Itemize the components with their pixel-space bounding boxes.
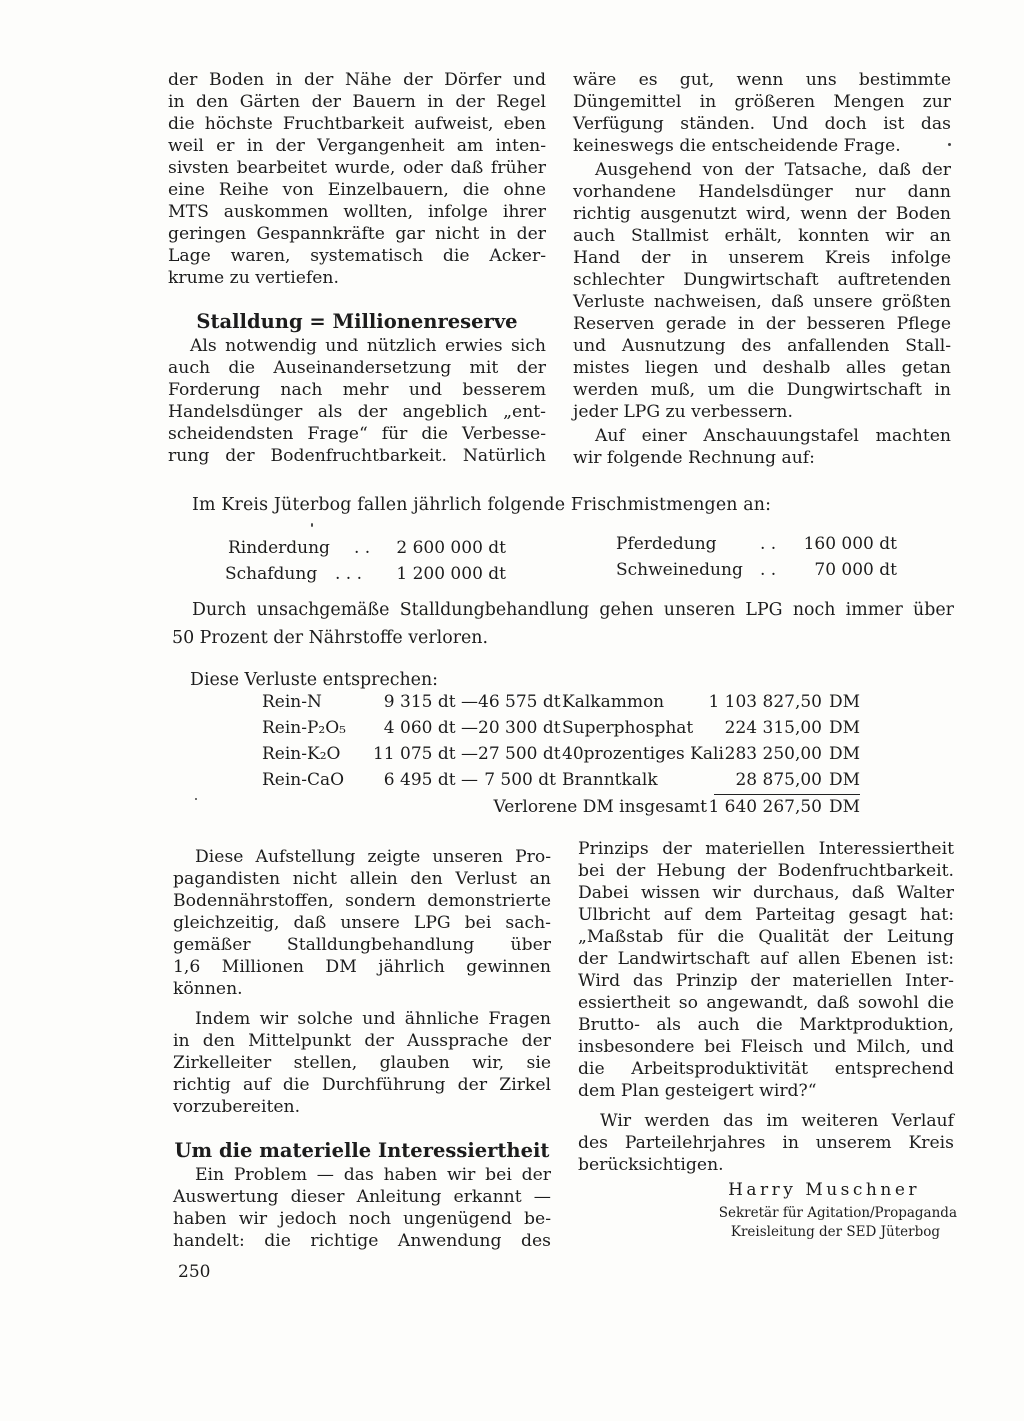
scan-speck <box>195 798 197 800</box>
text-line: Auswertung dieser Anleitung erkannt — <box>173 1187 551 1207</box>
text-line: „Maßstab für die Qualität der Leitung <box>578 927 954 947</box>
text-line: wir folgende Rechnung auf: <box>573 448 815 468</box>
scan-speck <box>311 523 313 527</box>
manure-dots: . . . <box>335 564 363 584</box>
range-to-cell: 27 500 dt <box>478 744 561 764</box>
currency-cell: DM <box>829 770 861 790</box>
text-line: Verluste nachweisen, daß unsere größten <box>573 292 951 312</box>
text-line: der Boden in der Nähe der Dörfer und <box>168 70 546 90</box>
text-line: Ein Problem — das haben wir bei der <box>195 1165 551 1185</box>
currency-cell: DM <box>829 692 861 712</box>
text-line: handelt: die richtige Anwendung des <box>173 1231 551 1251</box>
text-line: in den Mittelpunkt der Aussprache der <box>173 1031 551 1051</box>
paragraph <box>173 1008 551 1118</box>
manure-amount: 1 200 000 dt <box>396 564 506 584</box>
text-line: vorhandene Handelsdünger nur dann <box>573 182 951 202</box>
losses-intro: Diese Verluste entsprechen: <box>190 670 439 690</box>
range-from-cell: 11 075 dt — <box>372 744 478 764</box>
product-cell: 40prozentiges Kali <box>562 744 724 764</box>
paragraph <box>578 838 954 1102</box>
text-line: Wird das Prinzip der materiellen Inter- <box>578 971 954 991</box>
nutrient-cell: Rein-P₂O₅ <box>262 718 346 738</box>
text-line: Verfügung ständen. Und doch ist das <box>573 114 951 134</box>
author-organization: Kreisleitung der SED Jüterbog <box>730 1224 940 1240</box>
range-to-cell: 7 500 dt <box>484 770 556 790</box>
paragraph <box>173 1164 551 1252</box>
author-name: Harry Muschner <box>728 1180 920 1200</box>
value-cell: 1 103 827,50 <box>708 692 822 712</box>
paragraph <box>168 335 546 467</box>
text-line: berücksichtigen. <box>578 1155 724 1175</box>
manure-amount: 160 000 dt <box>803 534 897 554</box>
text-line: sivsten bearbeitet wurde, oder daß früher <box>168 158 546 178</box>
text-line: weil er in der Vergangenheit am inten- <box>168 136 546 156</box>
manure-label: Pferdedung <box>616 534 717 554</box>
value-cell: 283 250,00 <box>724 744 822 764</box>
text-line: jeder LPG zu verbessern. <box>573 402 793 422</box>
text-line: 1,6 Millionen DM jährlich gewinnen <box>173 957 551 977</box>
text-line: essiertheit so angewandt, daß sowohl die <box>578 993 954 1013</box>
text-line: Forderung nach mehr und besserem <box>168 380 546 400</box>
paragraph <box>573 159 951 423</box>
text-line: haben wir jedoch noch ungenügend be- <box>173 1209 551 1229</box>
text-line: insbesondere bei Fleisch und Milch, und <box>578 1037 954 1057</box>
text-line: Düngemittel in größeren Mengen zur <box>573 92 951 112</box>
range-from-cell: 6 495 dt — <box>383 770 478 790</box>
text-line: Lage waren, systematisch die Acker- <box>168 246 546 266</box>
page-number: 250 <box>178 1262 211 1282</box>
text-line: MTS auskommen wollten, infolge ihrer <box>168 202 546 222</box>
text-line: Als notwendig und nützlich erwies sich <box>190 336 546 356</box>
paragraph <box>173 846 551 1000</box>
nutrient-cell: Rein-CaO <box>262 770 345 790</box>
text-line: krume zu vertiefen. <box>168 268 339 288</box>
column-upper-left <box>168 69 546 467</box>
nutrient-cell: Rein-K₂O <box>262 744 341 764</box>
total-label: Verlorene DM insgesamt <box>493 797 707 817</box>
value-cell: 28 875,00 <box>735 770 822 790</box>
scan-speck <box>948 143 951 146</box>
manure-label: Schweinedung <box>616 560 743 580</box>
text-line: auch Stallmist erhält, konnten wir an <box>573 226 951 246</box>
paragraph <box>168 69 546 289</box>
text-line: in den Gärten der Bauern in der Regel <box>168 92 546 112</box>
product-cell: Kalkammon <box>562 692 665 712</box>
manure-dots: . . <box>354 538 371 558</box>
text-line: und Ausnutzung des anfallenden Stall- <box>573 336 951 356</box>
text-line: die höchste Fruchtbarkeit aufweist, eben <box>168 114 546 134</box>
paragraph <box>573 425 951 469</box>
manure-amount: 70 000 dt <box>814 560 897 580</box>
text-line: auch die Auseinandersetzung mit der <box>168 358 546 378</box>
text-line: Prinzips der materiellen Interessiertheit <box>578 839 954 859</box>
paragraph <box>578 1110 954 1176</box>
text-line: Diese Aufstellung zeigte unseren Pro- <box>195 847 551 867</box>
manure-dots: . . <box>760 534 777 554</box>
text-line: können. <box>173 979 243 999</box>
manure-dots: . . <box>760 560 777 580</box>
text-line: Indem wir solche und ähnliche Fragen <box>195 1009 551 1029</box>
text-line: dem Plan gesteigert wird?“ <box>578 1081 817 1101</box>
text-line: wäre es gut, wenn uns bestimmte <box>573 70 951 90</box>
text-line: Brutto- als auch die Marktproduktion, <box>578 1015 954 1035</box>
range-from-cell: 9 315 dt — <box>383 692 478 712</box>
range-to-cell: 46 575 dt <box>478 692 561 712</box>
text-line: geringen Gespannkräfte gar nicht in der <box>168 224 546 244</box>
column-upper-right <box>573 69 951 469</box>
section-heading: Um die materielle Interessiertheit <box>174 1139 550 1162</box>
text-line: schlechter Dungwirtschaft auftretenden <box>573 270 951 290</box>
text-line: gleichzeitig, daß unsere LPG bei sach- <box>173 913 551 933</box>
text-line: rung der Bodenfruchtbarkeit. Natürlich <box>168 446 546 466</box>
paragraph <box>573 69 951 157</box>
text-line: Hand der in unserem Kreis infolge <box>573 248 951 268</box>
text-line: Ausgehend von der Tatsache, daß der <box>595 160 951 180</box>
text-line: Zirkelleiter stellen, glauben wir, sie <box>173 1053 551 1073</box>
column-lower-left <box>173 846 551 1252</box>
section-heading: Stalldung = Millionenreserve <box>196 310 518 333</box>
manure-label: Schafdung <box>225 564 318 584</box>
manure-amount: 2 600 000 dt <box>396 538 506 558</box>
manure-label: Rinderdung <box>228 538 330 558</box>
text-line: des Parteilehrjahres in unserem Kreis <box>578 1133 954 1153</box>
text-line: Bodennährstoffen, sondern demonstrierte <box>173 891 551 911</box>
text-line: Wir werden das im weiteren Verlauf <box>600 1111 954 1131</box>
text-line: die Arbeitsproduktivität entsprechend <box>578 1059 954 1079</box>
text-line: scheidendsten Frage“ für die Verbesse- <box>168 424 546 444</box>
manure-intro: Im Kreis Jüterbog fallen jährlich folgende Frischmistmengen an: <box>192 495 772 515</box>
text-line: Ulbricht auf dem Parteitag gesagt hat: <box>578 905 954 925</box>
text-line: Auf einer Anschauungstafel machten <box>595 426 951 446</box>
text-line: bei der Hebung der Bodenfruchtbarkeit. <box>578 861 954 881</box>
nutrient-cell: Rein-N <box>262 692 322 712</box>
text-line: der Landwirtschaft auf allen Ebenen ist: <box>578 949 954 969</box>
text-line: Reserven gerade in der besseren Pflege <box>573 314 951 334</box>
range-from-cell: 4 060 dt — <box>383 718 478 738</box>
currency-cell: DM <box>829 744 861 764</box>
text-line: keineswegs die entscheidende Frage. <box>573 136 901 156</box>
text-line: gemäßer Stalldungbehandlung über <box>173 935 551 955</box>
loss-statement-line: 50 Prozent der Nährstoffe verloren. <box>172 628 489 648</box>
text-line: pagandisten nicht allein den Verlust an <box>173 869 551 889</box>
sum-rule <box>714 794 860 795</box>
total-currency: DM <box>829 797 861 817</box>
text-line: Handelsdünger als der angeblich „ent- <box>168 402 546 422</box>
text-line: Dabei wissen wir durchaus, daß Walter <box>578 883 954 903</box>
value-cell: 224 315,00 <box>724 718 822 738</box>
author-role: Sekretär für Agitation/Propaganda <box>718 1205 957 1221</box>
text-line: richtig ausgenutzt wird, wenn der Boden <box>573 204 951 224</box>
product-cell: Branntkalk <box>562 770 658 790</box>
product-cell: Superphosphat <box>562 718 694 738</box>
text-line: richtig auf die Durchführung der Zirkel <box>173 1075 551 1095</box>
loss-statement-line: Durch unsachgemäße Stalldungbehandlung gehen unseren LPG noch immer über <box>192 600 954 620</box>
total-value: 1 640 267,50 <box>708 797 822 817</box>
text-line: werden muß, um die Dungwirtschaft in <box>573 380 951 400</box>
column-lower-right <box>578 838 954 1176</box>
text-line: eine Reihe von Einzelbauern, die ohne <box>168 180 546 200</box>
range-to-cell: 20 300 dt <box>478 718 561 738</box>
text-line: mistes liegen und deshalb alles getan <box>573 358 951 378</box>
currency-cell: DM <box>829 718 861 738</box>
text-line: vorzubereiten. <box>173 1097 301 1117</box>
